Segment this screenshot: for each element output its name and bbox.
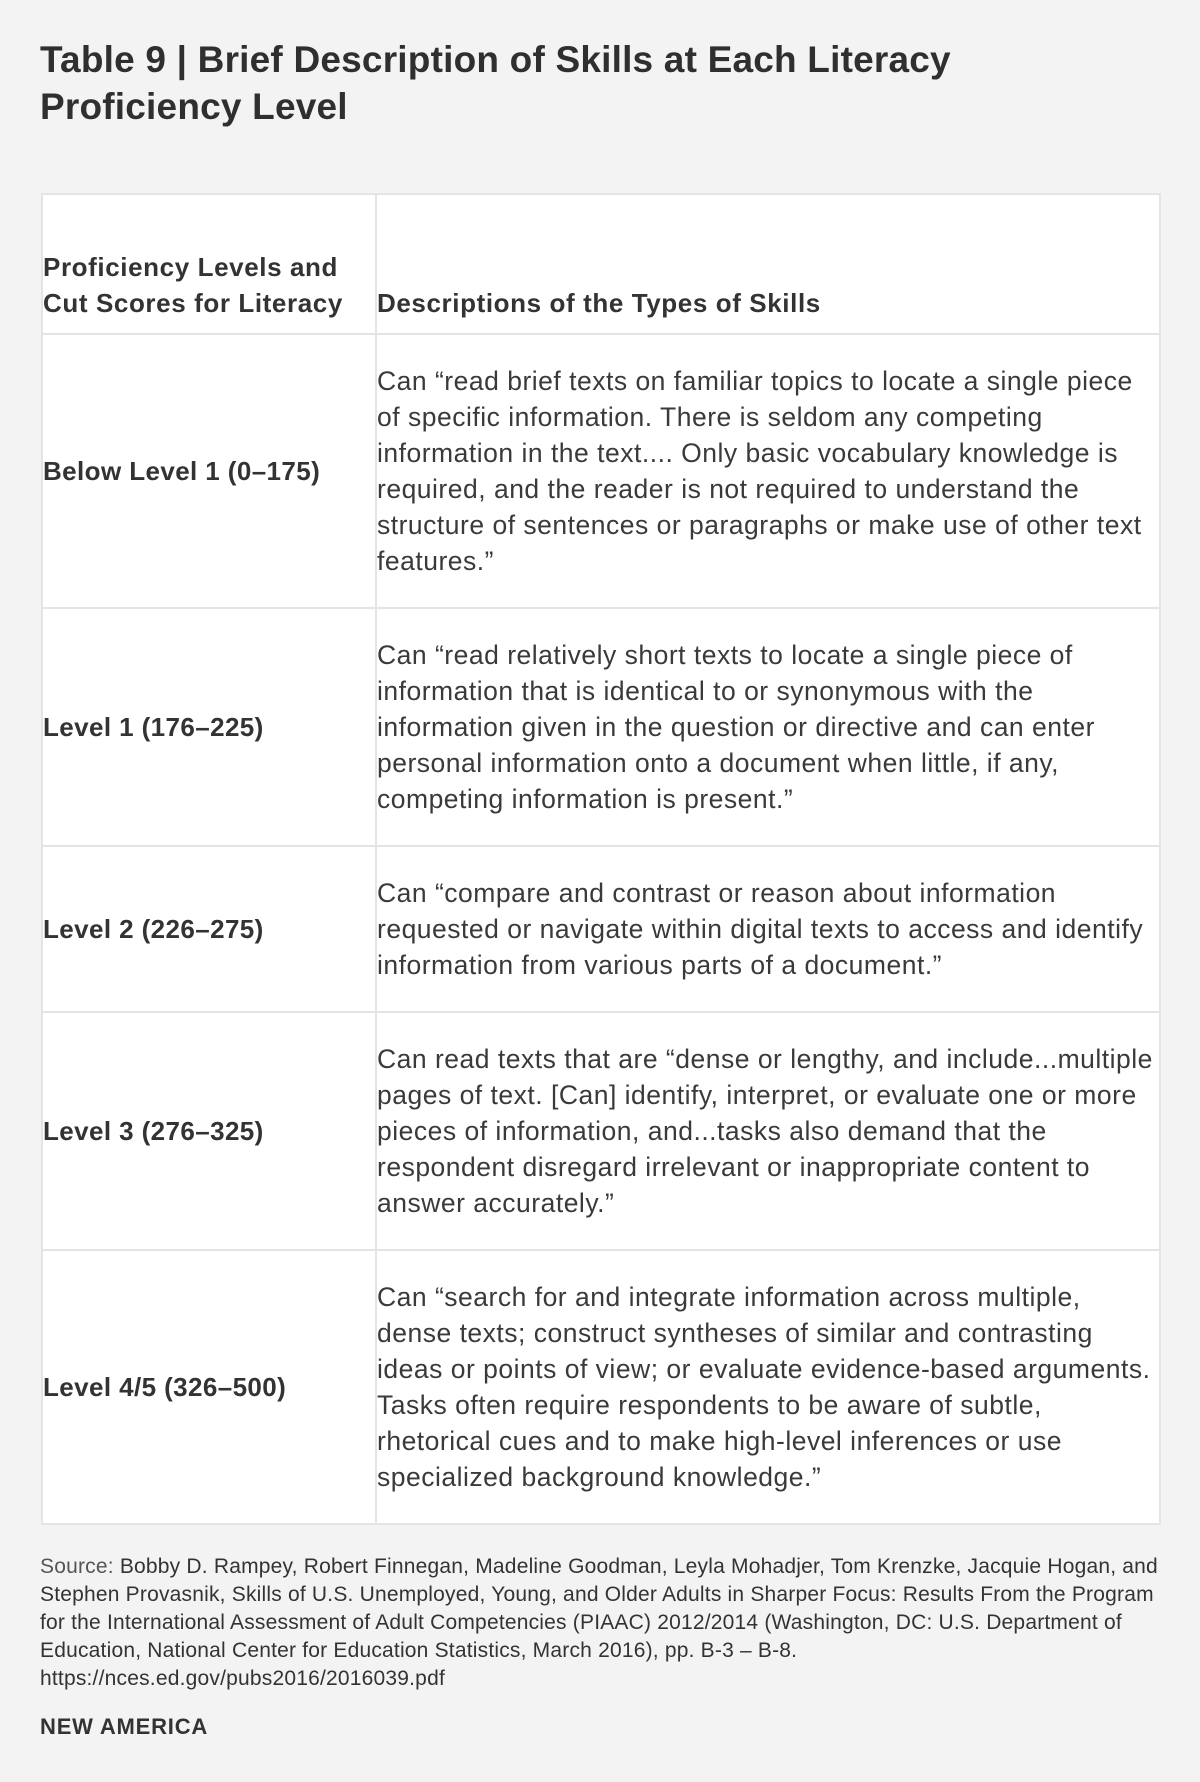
source-text: Bobby D. Rampey, Robert Finnegan, Madeline Goodman, Leyla Mohadjer, Tom Krenzke, Jacquie Hogan, and Stephen Provasnik, Skills of U.S. Unemployed, Young, and Older Adults in Sharper Focus: Results From the Program for the International Assessment of Adult Competencies (PIAAC) 2012/2014 (Washington, DC: U.S. Department of Education, National Center for Education Statistics, March 2016), pp. B-3 – B-8. https://nces.ed.gov/pubs2016/2016039.pdf bbox=[40, 1555, 1158, 1690]
table-row bbox=[42, 608, 1160, 846]
level-cell: Level 2 (226–275) bbox=[42, 846, 376, 1012]
level-cell: Level 1 (176–225) bbox=[42, 608, 376, 846]
description-cell: Can “compare and contrast or reason about information requested or navigate within digital texts to access and identify information from various parts of a document.” bbox=[376, 846, 1160, 1012]
description-cell: Can “search for and integrate information across multiple, dense texts; construct syntheses of similar and contrasting ideas or points of view; or evaluate evidence-based arguments. Tasks often require respondents to be aware of subtle, rhetorical cues and to make high-level inferences or use specialized background knowledge.” bbox=[376, 1250, 1160, 1524]
header-descriptions: Descriptions of the Types of Skills bbox=[376, 194, 1160, 334]
level-cell: Level 4/5 (326–500) bbox=[42, 1250, 376, 1524]
brand-logo: NEW AMERICA bbox=[40, 1714, 209, 1739]
header-proficiency-levels: Proficiency Levels and Cut Scores for Literacy bbox=[42, 194, 376, 334]
description-cell: Can read texts that are “dense or lengthy, and include...multiple pages of text. [Can] identify, interpret, or evaluate one or more pieces of information, and...tasks also demand that the respondent disregard irrelevant or inappropriate content to answer accurately.” bbox=[376, 1012, 1160, 1250]
table-row bbox=[42, 1250, 1160, 1524]
table-header-row bbox=[42, 194, 1160, 334]
table-row bbox=[42, 334, 1160, 608]
source-label: Source: bbox=[40, 1555, 114, 1578]
table-row bbox=[42, 846, 1160, 1012]
description-cell: Can “read relatively short texts to locate a single piece of information that is identical to or synonymous with the information given in the question or directive and can enter personal information onto a document when little, if any, competing information is present.” bbox=[376, 608, 1160, 846]
description-cell: Can “read brief texts on familiar topics to locate a single piece of specific information. There is seldom any competing information in the text.... Only basic vocabulary knowledge is required, and the reader is not required to understand the structure of sentences or paragraphs or make use of other text features.” bbox=[376, 334, 1160, 608]
level-cell: Level 3 (276–325) bbox=[42, 1012, 376, 1250]
page-title: Table 9 | Brief Description of Skills at Each Literacy Proficiency Level bbox=[40, 39, 951, 127]
level-cell: Below Level 1 (0–175) bbox=[42, 334, 376, 608]
proficiency-table bbox=[41, 193, 1161, 1525]
source-note bbox=[40, 1553, 1170, 1693]
table-row bbox=[42, 1012, 1160, 1250]
